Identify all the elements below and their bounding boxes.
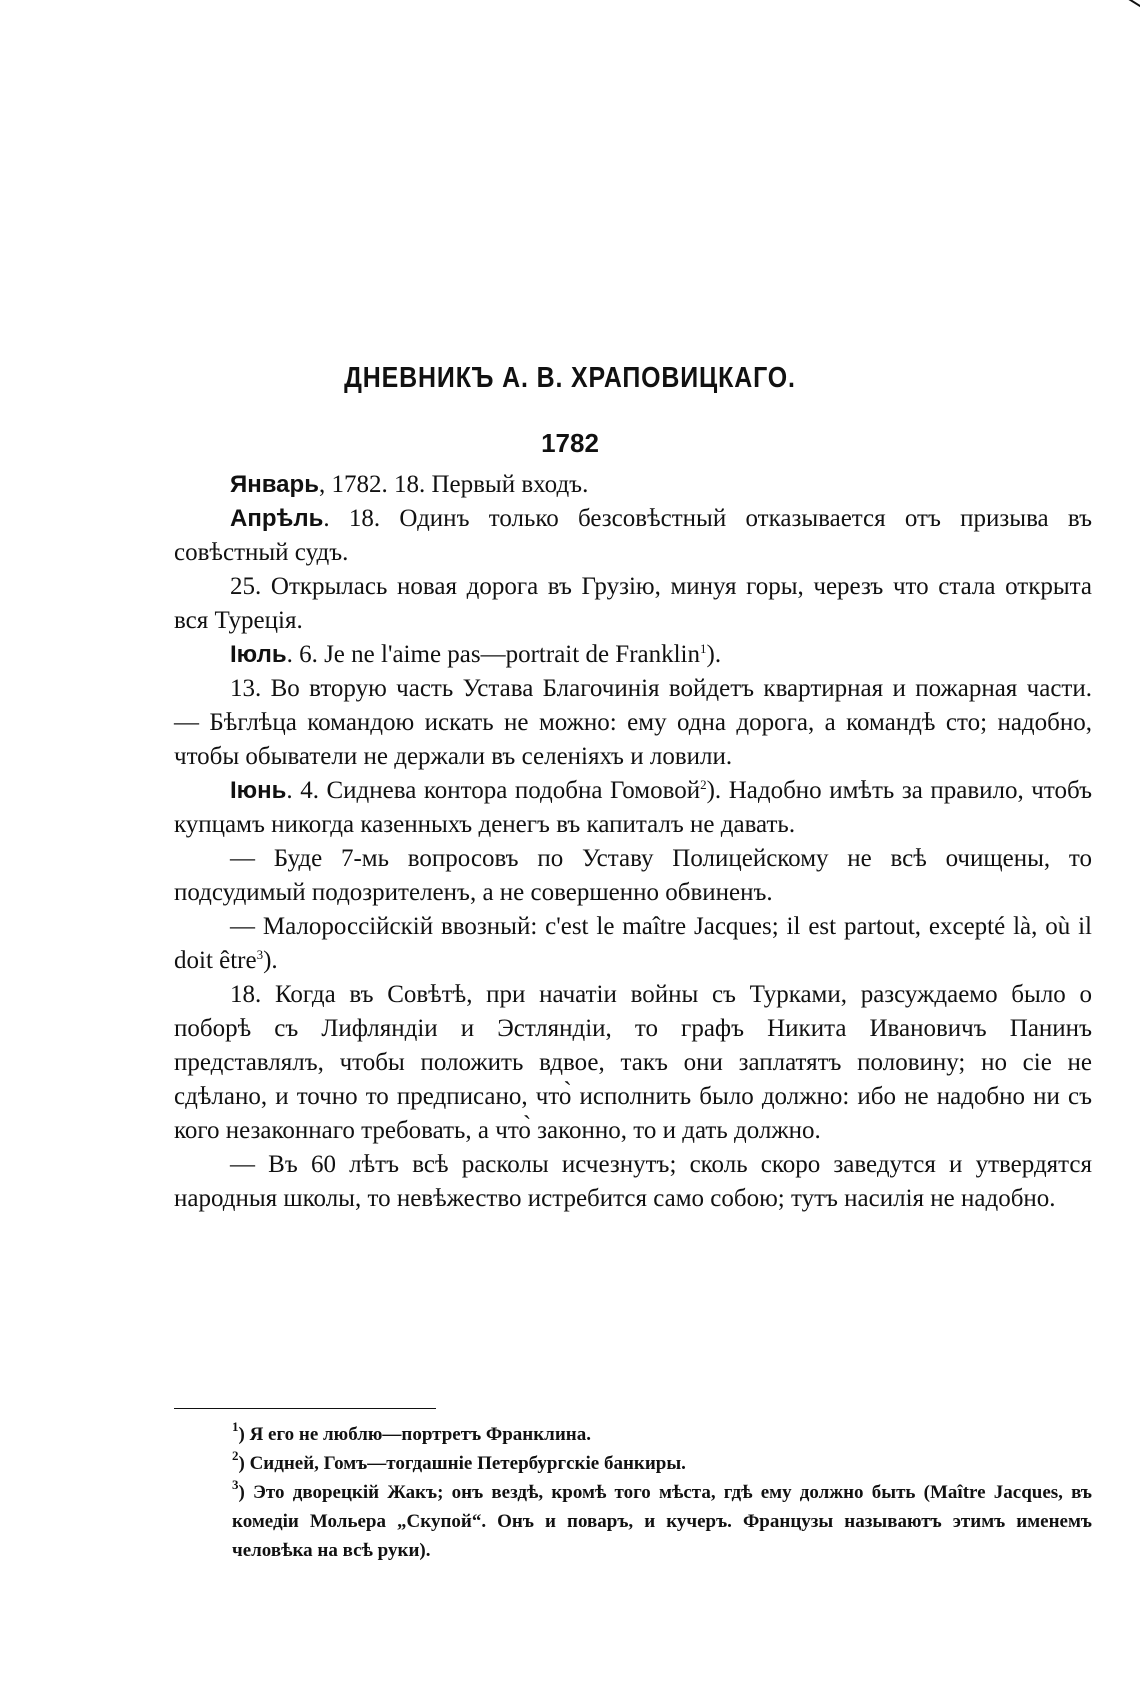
entry-paragraph xyxy=(174,1148,1092,1216)
footnote-mark: 3 xyxy=(232,1477,239,1492)
entry-text-after: ). xyxy=(706,641,722,668)
footnote-text: ) Я его не люблю—портретъ Франклина. xyxy=(238,1424,591,1445)
month-heading: Январь xyxy=(230,471,319,498)
footnote-text: ) Это дворецкій Жакъ; онъ вездѣ, кромѣ того мѣста, гдѣ ему должно быть (Maître Jacques, въ комедіи Мольера „Скупой“. Онъ и поваръ, и кучеръ. Французы называютъ этимъ именемъ человѣка на всѣ руки). xyxy=(232,1482,1092,1561)
footnote-ref: 1 xyxy=(700,641,707,656)
footnotes xyxy=(232,1420,1092,1565)
entry-text: . 6. Je ne l'aime pas—portrait de Franklin xyxy=(286,641,701,668)
entry-text: — Буде 7-мь вопросовъ по Уставу Полицейскому не всѣ очищены, то подсудимый подозрителенъ, а не совершенно обвиненъ. xyxy=(174,845,1092,906)
entry-paragraph xyxy=(174,468,1092,502)
entry-text: , 1782. 18. Первый входъ. xyxy=(318,471,589,498)
footnote xyxy=(232,1478,1092,1565)
entry-paragraph xyxy=(174,842,1092,910)
entry-text: 13. Во вторую часть Устава Благочинія войдетъ квартирная и пожарная части. — Бѣглѣца командою искать не можно: ему одна дорога, а командѣ сто; надобно, чтобы обыватели не держали въ селеніяхъ и ловили. xyxy=(174,675,1092,770)
entry-paragraph xyxy=(174,570,1092,638)
entry-text: . 18. Одинъ только безсовѣстный отказывается отъ призыва въ совѣстный судъ. xyxy=(174,505,1092,566)
entry-paragraph xyxy=(174,774,1092,842)
footnote-ref: 2 xyxy=(700,777,707,792)
entry-text-after: ). Надобно имѣть за правило, чтобъ купцамъ никогда казенныхъ денегъ въ капиталъ не давать. xyxy=(174,777,1092,838)
month-heading: Іюнь xyxy=(230,777,287,804)
footnote xyxy=(232,1420,1092,1449)
footnote-divider xyxy=(174,1408,436,1409)
entry-text: — Малороссійскій ввозный: c'est le maître Jacques; il est partout, excepté là, où il doit être xyxy=(174,913,1092,974)
footnote-mark: 2 xyxy=(232,1448,239,1463)
entry-text: . 4. Сиднева контора подобна Гомовой xyxy=(286,777,701,804)
page-title: ДНЕВНИКЪ А. В. ХРАПОВИЦКАГО. xyxy=(344,362,796,394)
entry-paragraph xyxy=(174,502,1092,570)
month-heading: Іюль xyxy=(230,641,287,668)
year-heading: 1782 xyxy=(541,428,599,458)
month-heading: Апрѣль xyxy=(230,505,324,532)
entry-paragraph xyxy=(174,672,1092,774)
scan-edge-mark xyxy=(1097,0,1140,12)
diary-body xyxy=(174,468,1092,1216)
entry-text-after: ). xyxy=(263,947,278,974)
footnote-mark: 1 xyxy=(232,1419,239,1434)
entry-paragraph xyxy=(174,910,1092,978)
footnote-text: ) Сидней, Гомъ—тогдашніе Петербургскіе банкиры. xyxy=(238,1453,686,1474)
entry-text: 18. Когда въ Совѣтѣ, при начатіи войны съ Турками, разсуждаемо было о поборѣ съ Лифляндіи и Эстляндіи, то графъ Никита Ивановичъ Панинъ представлялъ, чтобы положить вдвое, такъ они заплатятъ половину; но сіе не сдѣлано, и точно то предписано, что̀ исполнить было должно: ибо не надобно ни съ кого незаконнаго требовать, а что̀ законно, то и дать должно. xyxy=(174,981,1092,1144)
entry-text: 25. Открылась новая дорога въ Грузію, минуя горы, черезъ что стала открыта вся Турецiя. xyxy=(174,573,1092,634)
footnote-ref: 3 xyxy=(256,947,264,962)
entry-paragraph xyxy=(174,638,1092,672)
entry-paragraph xyxy=(174,978,1092,1148)
footnote xyxy=(232,1449,1092,1478)
entry-text: — Въ 60 лѣтъ всѣ расколы исчезнутъ; сколь скоро заведутся и утвердятся народныя школы, то невѣжество истребится само собою; тутъ насилія не надобно. xyxy=(174,1151,1092,1212)
